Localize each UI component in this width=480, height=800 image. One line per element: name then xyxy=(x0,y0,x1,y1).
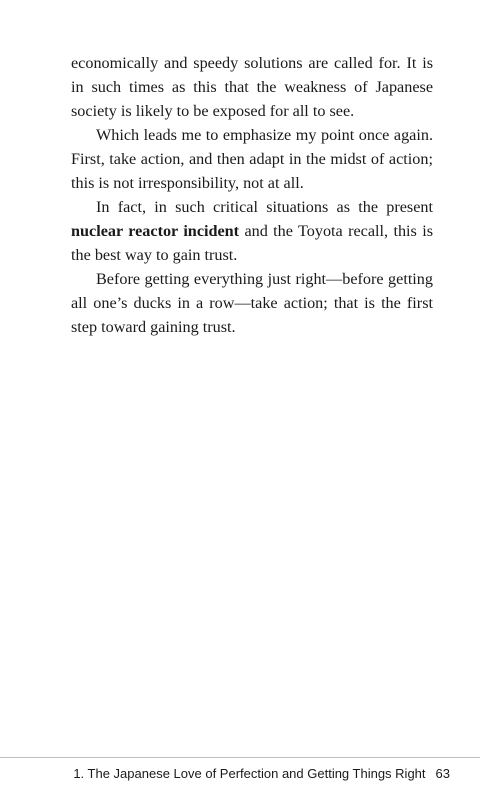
paragraph-take-action: Before getting everything just right—before getting all one’s ducks in a row—take action; that is the first step toward gaining trust. xyxy=(71,270,433,336)
paragraph-emphasize-point: Which leads me to emphasize my point once again. First, take action, and then adapt in the midst of action; this is not irresponsibility, not at all. xyxy=(71,126,433,192)
page-footer xyxy=(73,765,450,783)
running-chapter-title: 1. The Japanese Love of Perfection and Getting Things Right xyxy=(73,766,426,781)
paragraph-continuation: economically and speedy solutions are called for. It is in such times as this that the weakness of Japanese society is likely to be exposed for all to see. xyxy=(71,54,433,120)
paragraph-critical-situations xyxy=(71,195,433,267)
paragraph-text: In fact, in such critical situations as the present xyxy=(96,198,433,216)
footer-divider xyxy=(0,757,480,758)
page-number: 63 xyxy=(435,766,450,781)
paragraph-text: and the Toyota recall, this is the best way to gain trust. xyxy=(71,222,433,264)
page-body xyxy=(71,51,433,339)
bold-term: nuclear reactor incident xyxy=(71,222,240,240)
